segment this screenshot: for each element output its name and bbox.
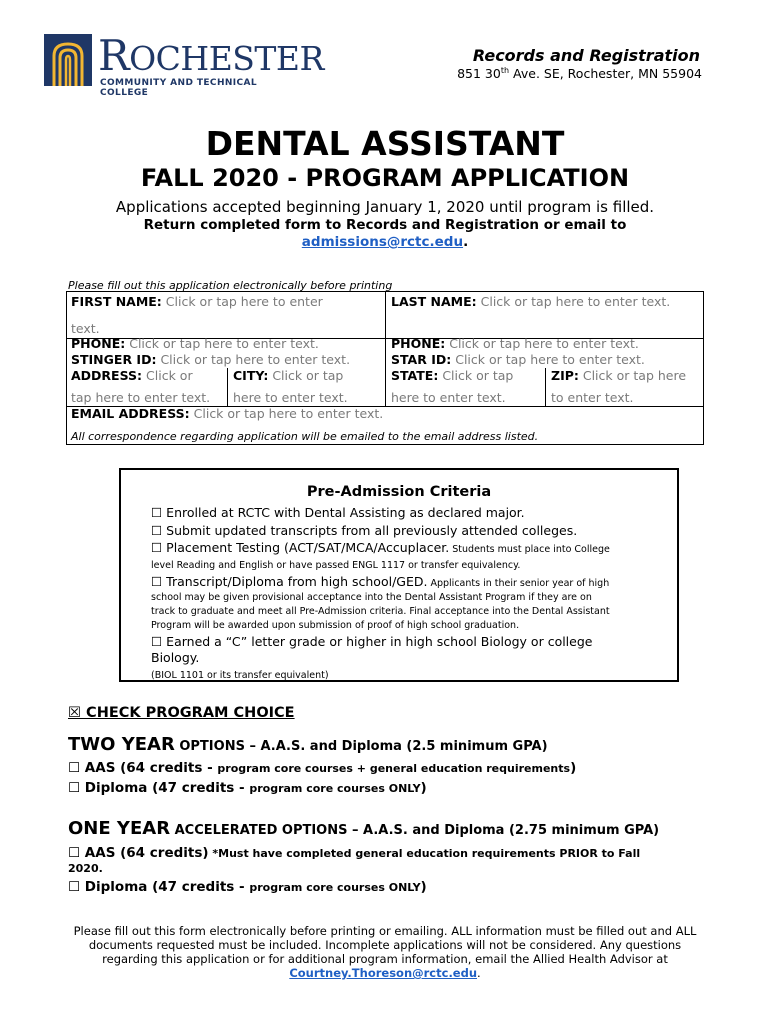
one-year-aas-option-wrap: 2020.: [68, 862, 103, 875]
one-year-heading: ONE YEAR ACCELERATED OPTIONS – A.A.S. and Diploma (2.75 minimum GPA): [68, 818, 660, 839]
two-year-diploma-option[interactable]: ☐ Diploma (47 credits - program core courses ONLY): [68, 780, 427, 796]
email-field[interactable]: EMAIL ADDRESS: Click or tap here to enter text.: [71, 406, 384, 421]
criteria-biology-detail: (BIOL 1101 or its transfer equivalent): [151, 670, 329, 681]
address-field[interactable]: ADDRESS: Click or: [71, 368, 193, 383]
star-id-field[interactable]: STAR ID: Click or tap here to enter text.: [391, 352, 645, 367]
footer-line-4: Courtney.Thoreson@rctc.edu.: [289, 966, 481, 980]
college-logo: [44, 31, 324, 98]
last-name-field[interactable]: LAST NAME: Click or tap here to enter text.: [391, 294, 671, 309]
document-title: DENTAL ASSISTANT: [205, 124, 565, 163]
stinger-id-field[interactable]: STINGER ID: Click or tap here to enter text.: [71, 352, 351, 367]
criteria-item-biology-wrap: Biology.: [151, 650, 200, 665]
criteria-item-biology[interactable]: ☐ Earned a “C” letter grade or higher in high school Biology or college: [151, 634, 593, 649]
zip-field-wrap[interactable]: to enter text.: [551, 390, 634, 405]
criteria-item-diploma[interactable]: ☐ Transcript/Diploma from high school/GED. Applicants in their senior year of high: [151, 574, 610, 589]
correspondence-note: All correspondence regarding application will be emailed to the email address listed.: [71, 430, 539, 443]
program-choice-header[interactable]: ☒ CHECK PROGRAM CHOICE: [68, 705, 295, 721]
office-title: Records and Registration: [472, 46, 700, 65]
criteria-title: Pre-Admission Criteria: [306, 484, 492, 500]
phone2-field[interactable]: PHONE: Click or tap here to enter text.: [391, 336, 639, 351]
applicant-form: [66, 291, 704, 445]
criteria-diploma-detail-2: track to graduate and meet all Pre-Admission criteria. Final acceptance into the Dental Assistant: [151, 606, 610, 617]
admissions-email-line: admissions@rctc.edu.: [301, 234, 469, 250]
acceptance-note: Applications accepted beginning January 1, 2020 until program is filled.: [115, 198, 655, 216]
city-field-wrap[interactable]: here to enter text.: [233, 390, 348, 405]
criteria-item-transcripts[interactable]: ☐ Submit updated transcripts from all previously attended colleges.: [151, 523, 578, 538]
first-name-field[interactable]: FIRST NAME: Click or tap here to enter: [71, 294, 323, 309]
college-subtitle: COMMUNITY AND TECHNICAL COLLEGE: [100, 78, 258, 98]
criteria-diploma-detail-1: school may be given provisional acceptance into the Dental Assistant Program if they are on: [151, 592, 592, 603]
one-year-aas-option[interactable]: ☐ AAS (64 credits) *Must have completed general education requirements PRIOR to Fall: [68, 845, 641, 861]
footer-line-3: regarding this application or for additional program information, email the Allied Health Advisor at: [102, 952, 668, 966]
criteria-item-placement[interactable]: ☐ Placement Testing (ACT/SAT/MCA/Accuplacer. Students must place into College: [151, 540, 610, 555]
phone-field[interactable]: PHONE: Click or tap here to enter text.: [71, 336, 319, 351]
two-year-aas-option[interactable]: ☐ AAS (64 credits - program core courses + general education requirements): [68, 760, 577, 776]
address-field-wrap[interactable]: tap here to enter text.: [71, 390, 211, 405]
criteria-diploma-detail-3: Program will be awarded upon submission of proof of high school graduation.: [151, 620, 520, 631]
one-year-diploma-option[interactable]: ☐ Diploma (47 credits - program core courses ONLY): [68, 879, 427, 895]
advisor-email-link[interactable]: Courtney.Thoreson@rctc.edu: [289, 966, 478, 980]
return-instructions: Return completed form to Records and Registration or email to: [143, 217, 627, 233]
two-year-heading: TWO YEAR OPTIONS – A.A.S. and Diploma (2.5 minimum GPA): [68, 734, 548, 755]
criteria-item-placement-detail: level Reading and English or have passed ENGL 1117 or transfer equivalency.: [151, 560, 521, 571]
pre-admission-criteria: [119, 468, 679, 682]
state-field-wrap[interactable]: here to enter text.: [391, 390, 506, 405]
first-name-field-wrap[interactable]: text.: [71, 321, 100, 336]
office-address: 851 30th Ave. SE, Rochester, MN 55904: [457, 66, 702, 82]
footer-instructions: [70, 924, 700, 980]
admissions-email-link[interactable]: admissions@rctc.edu: [301, 234, 464, 250]
city-field[interactable]: CITY: Click or tap: [233, 368, 344, 383]
criteria-item-enrolled[interactable]: ☐ Enrolled at RCTC with Dental Assisting as declared major.: [151, 505, 525, 520]
state-field[interactable]: STATE: Click or tap: [391, 368, 514, 383]
college-wordmark: ROCHESTER: [98, 31, 324, 80]
footer-line-1: Please fill out this form electronically before printing or emailing. ALL information must be filled out and ALL: [73, 924, 697, 938]
document-subtitle: FALL 2020 - PROGRAM APPLICATION: [140, 164, 630, 192]
college-logo-icon: [44, 34, 92, 86]
zip-field[interactable]: ZIP: Click or tap here: [551, 368, 687, 383]
form-note: Please fill out this application electronically before printing: [68, 279, 393, 292]
footer-line-2: documents requested must be included. Incomplete applications will not be considered. Any questions: [88, 938, 682, 952]
